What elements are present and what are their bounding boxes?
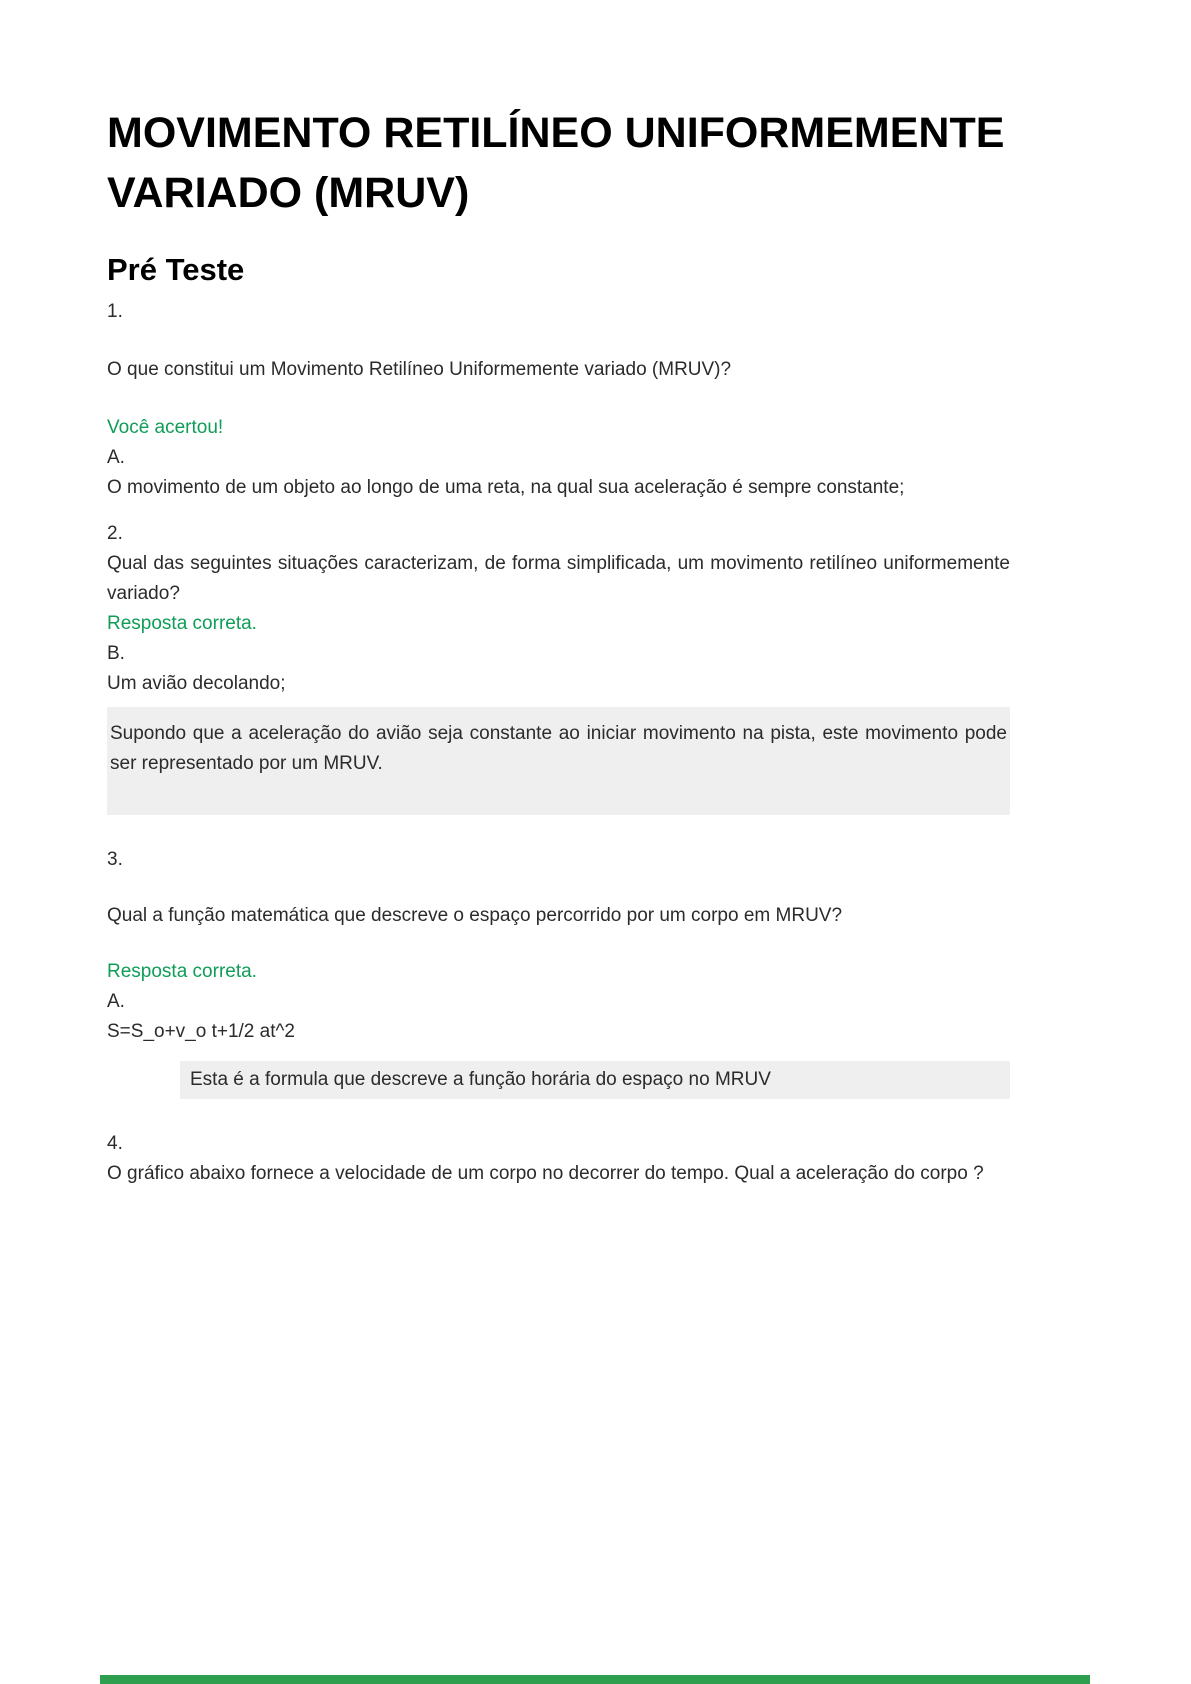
- question-number: 4.: [107, 1133, 123, 1154]
- next-page-image-edge: [100, 1675, 1090, 1684]
- question-text: Qual das seguintes situações caracterizam, de forma simplificada, um movimento retilíneo uniformemente variado?: [107, 553, 1010, 604]
- answer-formula: S=S_o+v_o t+1/2 at^2: [107, 1021, 295, 1042]
- question-number: 1.: [107, 301, 123, 322]
- answer-letter: B.: [107, 643, 125, 664]
- question-text: Qual a função matemática que descreve o espaço percorrido por um corpo em MRUV?: [107, 905, 843, 926]
- question-number: 2.: [107, 523, 123, 544]
- question-block-3: [107, 845, 1010, 1099]
- document-title: [107, 103, 1010, 223]
- explanation-highlight-block: [107, 707, 1010, 815]
- feedback-label: Resposta correta.: [107, 961, 257, 982]
- question-text: O que constitui um Movimento Retilíneo Uniformemente variado (MRUV)?: [107, 359, 732, 380]
- question-number: 3.: [107, 849, 123, 870]
- feedback-label: Você acertou!: [107, 417, 224, 438]
- answer-letter: A.: [107, 447, 125, 468]
- document-title-line-1: MOVIMENTO RETILÍNEO UNIFORMEMENTE: [107, 109, 1005, 157]
- answer-letter: A.: [107, 991, 125, 1012]
- feedback-label: Resposta correta.: [107, 613, 257, 634]
- question-block-1: [107, 297, 1010, 503]
- answer-text: O movimento de um objeto ao longo de uma reta, na qual sua aceleração é sempre constante;: [107, 477, 905, 498]
- section-heading: Pré Teste: [107, 252, 245, 287]
- question-block-4: [107, 1129, 1010, 1189]
- question-text: O gráfico abaixo fornece a velocidade de um corpo no decorrer do tempo. Qual a aceleração do corpo ?: [107, 1163, 984, 1184]
- question-block-2: [107, 519, 1010, 815]
- explanation-text: Supondo que a aceleração do avião seja constante ao iniciar movimento na pista, este movimento pode ser representado por um MRUV.: [110, 723, 1007, 774]
- explanation-text: Esta é a formula que descreve a função horária do espaço no MRUV: [190, 1069, 771, 1090]
- answer-text: Um avião decolando;: [107, 673, 286, 694]
- document-title-line-2: VARIADO (MRUV): [107, 169, 470, 217]
- explanation-highlight-block: [180, 1061, 1010, 1099]
